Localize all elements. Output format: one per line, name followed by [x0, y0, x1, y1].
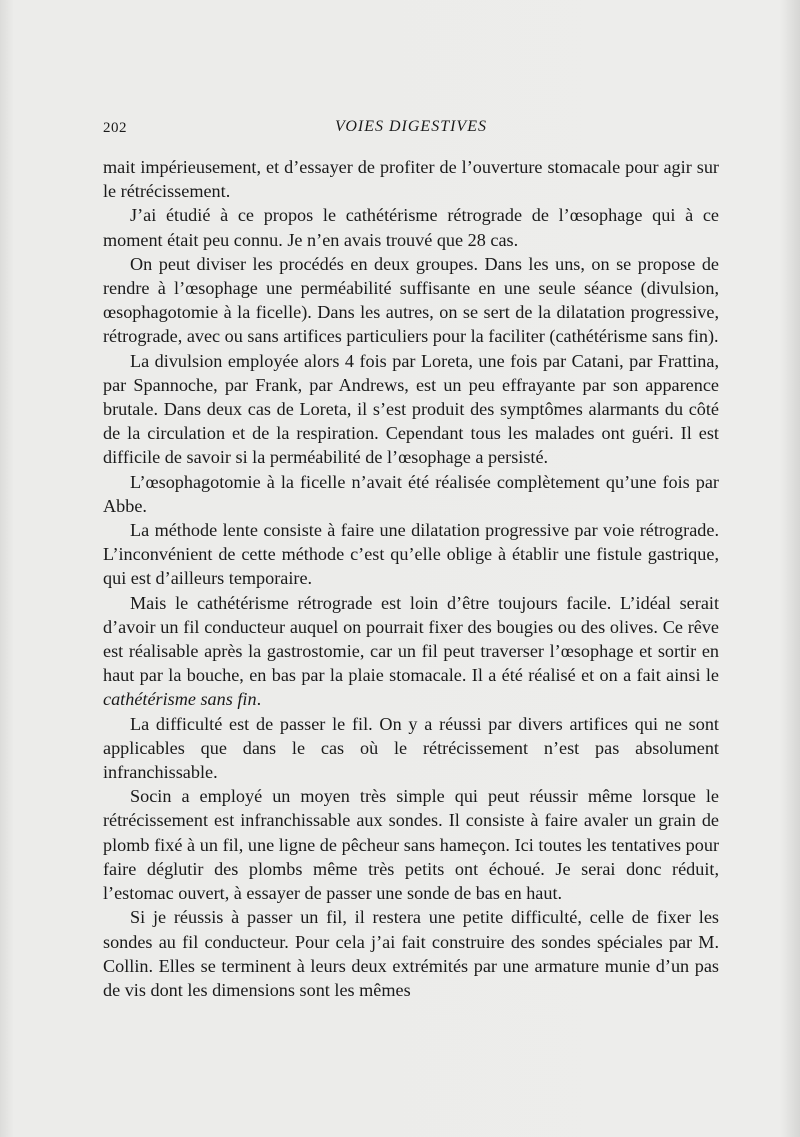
paragraph: L’œsophagotomie à la ficelle n’avait été réalisée complètement qu’une fois par Abbe.	[103, 471, 719, 516]
paragraph: mait impérieusement, et d’essayer de profiter de l’ouverture stomacale pour agir sur le rétrécissement.	[103, 157, 719, 202]
paragraph	[103, 591, 719, 712]
paragraph: J’ai étudié à ce propos le cathétérisme rétrograde de l’œsophage qui à ce moment était peu connu. Je n’en avais trouvé que 28 cas.	[103, 205, 719, 250]
body-text	[103, 155, 719, 1002]
page-header	[103, 118, 719, 140]
paragraph: On peut diviser les procédés en deux groupes. Dans les uns, on se propose de rendre à l’œsophage une perméabilité suffisante en une seule séance (divulsion, œsophagotomie à la ficelle). Dans les autres, on se sert de la dilatation progressive, rétrograde, avec ou sans artifices particuliers pour la faciliter (cathétérisme sans fin).	[103, 253, 719, 347]
italic-term: cathétérisme sans fin	[103, 689, 257, 710]
page-number: 202	[103, 120, 127, 136]
paragraph: La divulsion employée alors 4 fois par Loreta, une fois par Catani, par Frattina, par Spannoche, par Frank, par Andrews, est un peu effrayante par son apparence brutale. Dans deux cas de Loreta, il s’est produit des symptômes alarmants du côté de la circulation et de la respiration. Cependant tous les malades ont guéri. Il est difficile de savoir si la perméabilité de l’œsophage a persisté.	[103, 350, 719, 468]
paragraph: Si je réussis à passer un fil, il restera une petite difficulté, celle de fixer les sondes au fil conducteur. Pour cela j’ai fait construire des sondes spéciales par M. Collin. Elles se terminent à leurs deux extrémités par une armature munie d’un pas de vis dont les dimensions sont les mêmes	[103, 907, 719, 1000]
running-title: VOIES DIGESTIVES	[335, 118, 487, 135]
paragraph: La difficulté est de passer le fil. On y a réussi par divers artifices qui ne sont applicables que dans le cas où le rétrécissement n’est pas absolument infranchissable.	[103, 713, 719, 783]
paragraph-text: .	[256, 689, 262, 710]
paragraph: Socin a employé un moyen très simple qui peut réussir même lorsque le rétrécissement est infranchissable aux sondes. Il consiste à faire avaler un grain de plomb fixé à un fil, une ligne de pêcheur sans hameçon. Ici toutes les tentatives pour faire déglutir des plombs même très petits ont échoué. Je serai donc réduit, l’estomac ouvert, à essayer de passer une sonde de bas en haut.	[103, 786, 719, 904]
paragraph: La méthode lente consiste à faire une dilatation progressive par voie rétrograde. L’inconvénient de cette méthode c’est qu’elle oblige à établir une fistule gastrique, qui est d’ailleurs temporaire.	[103, 520, 719, 589]
paragraph-text: Mais le cathétérisme rétrograde est loin d’être toujours facile. L’idéal serait d’avoir un fil conducteur auquel on pourrait fixer des bougies ou des olives. Ce rêve est réalisable après la gastrostomie, car un fil peut traverser l’œsophage et sortir en haut par la bouche, en bas par la plaie stomacale. Il a été réalisé et on a fait ainsi le	[103, 592, 719, 686]
